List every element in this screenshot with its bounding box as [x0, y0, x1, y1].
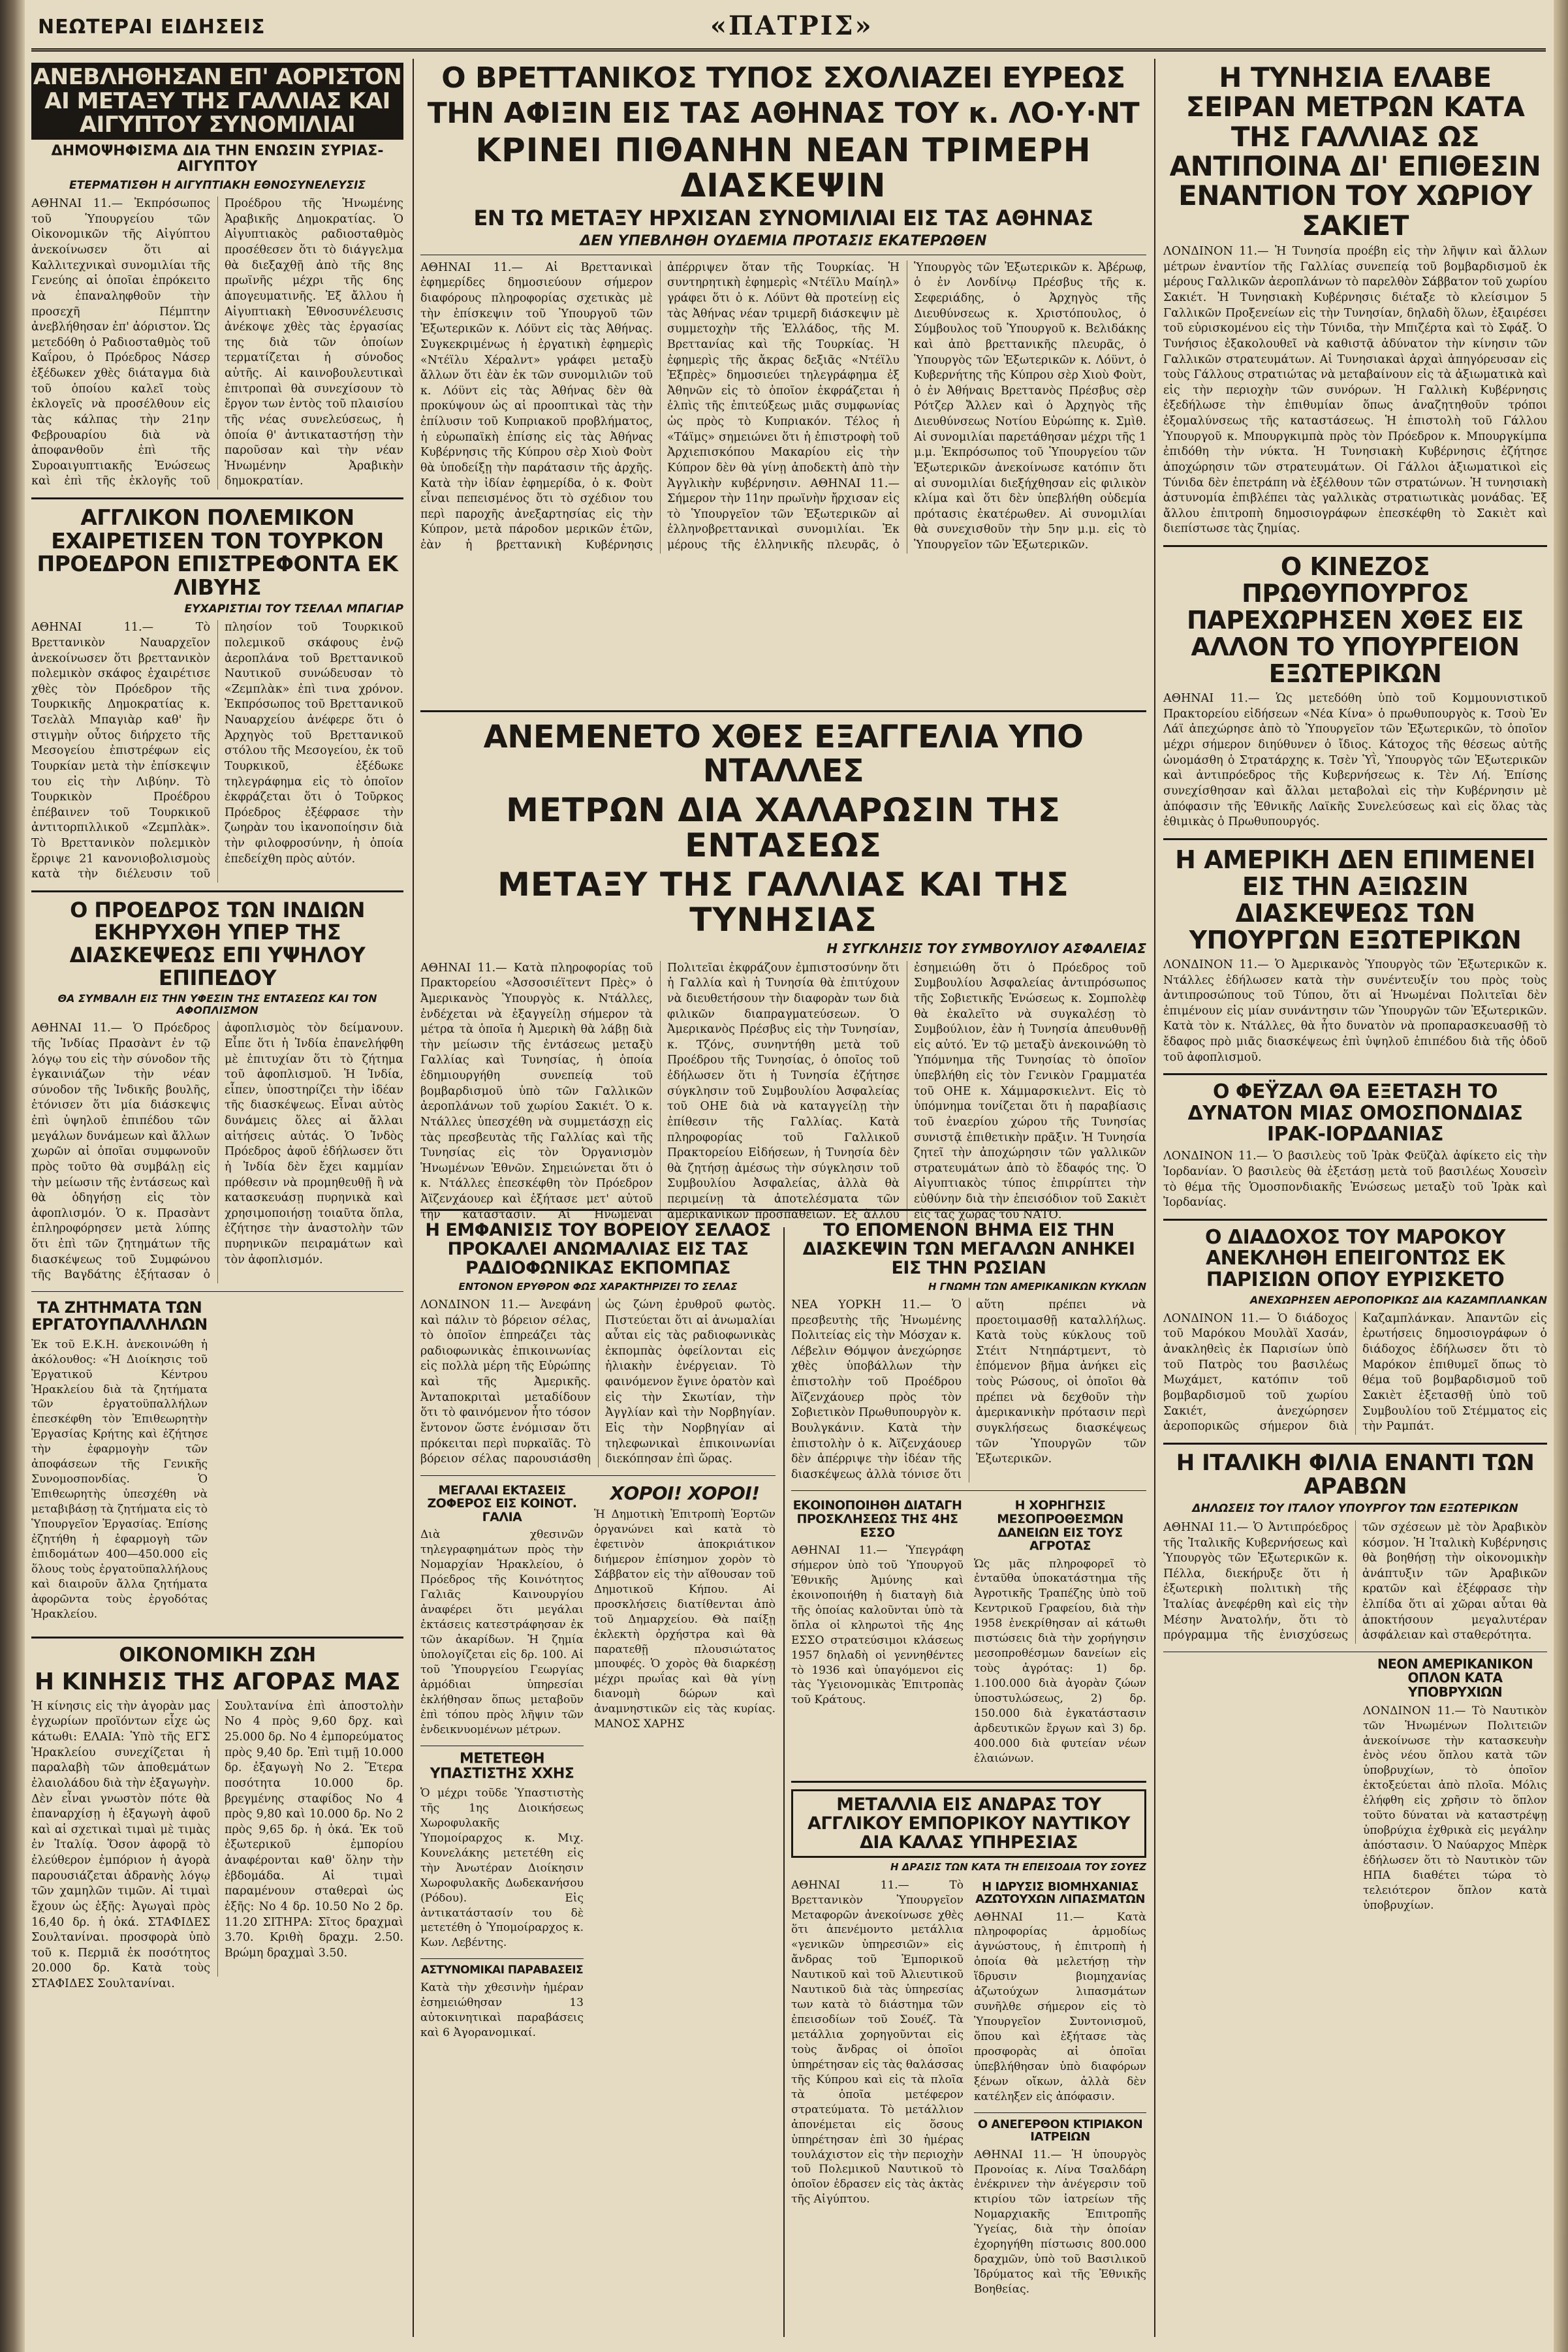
- short-news-row: [420, 1481, 776, 2048]
- headline: Η ΚΙΝΗΣΙΣ ΤΗΣ ΑΓΟΡΑΣ ΜΑΣ: [34, 1668, 401, 1695]
- subhead: ΔΗΛΩΣΕΙΣ ΤΟΥ ΙΤΑΛΟΥ ΥΠΟΥΡΓΟΥ ΤΩΝ ΕΞΩΤΕΡΙΚΩΝ: [1192, 1502, 1518, 1516]
- article-body: ΛΟΝΔΙΝΟΝ 11.— Ἡ Τυνησία προέβη εἰς τὴν λῆψιν καὶ ἄλλων μέτρων ἐναντίον τῆς Γαλλίας συνεπείᾳ τοῦ βομβαρδισμοῦ ἐκ μέρους Γαλλικῶν ἀεροπλάνων τὸ παρελθὸν Σάββατον τοῦ χωρίου Σακιέτ. Ἡ Τυνησιακὴ Κυβέρνησις διέταξε τὸ κλείσιμον 5 Γαλλικῶν Προξενείων εἰς τὴν Τυνησίαν, δηλαδὴ ὅλων, ἐξαιρέσει τοῦ εὑρισκομένου εἰς τὴν Τύνιδα, τὴν Μπιζέρτα καὶ τὸ Σφάξ. Ὁ Τυνήσιος ἐξακολουθεῖ νὰ καθιστᾷ ἀδύνατον τὴν κίνησιν τῶν Γαλλικῶν στρατευμάτων. Αἱ Τυνησιακαὶ ἀρχαὶ ἀπηγόρευσαν εἰς τοὺς Γάλλους στρατιώτας νὰ μεταβαίνουν εἰς τὰ ἀξιωματικὰ καὶ εἰς τὴν περιοχὴν τῶν συνόρων. Ἡ Γαλλικὴ Κυβέρνησις ἐξεδήλωσε τὴν ἐπιθυμίαν ὅπως ἀναζητηθοῦν τρόποι ἐξομαλύνσεως τῆς καταστάσεως. Ἡ ἐπιστολὴ τοῦ Γάλλου Ὑπουργοῦ κ. Μπουργκιμπὰ πρὸς τὸν Πρόεδρον κ. Μπουργκίμπα ἐπιδόθη τὴν νύκτα. Ἡ Τυνησιακὴ Κυβέρνησις ἐζήτησε ἀποχώρησιν τῶν στρατευμάτων. Οἱ Γάλλοι ἀξιωματικοὶ εἰς Τύνιδα δὲν ἐπετράπη νὰ ἐξέλθουν τῶν στρατώνων. Ἡ τυνησιακὴ ἀστυνομία ἐπιβλέπει τὰς γαλλικὰς στρατιωτικὰς μονάδας. Ἐξ ἄλλου ἐπιτροπὴ δημοσιογράφων ἐπεσκέφθη τὸ Σακιὲτ καὶ διεπίστωσε τὰς ζημίας.: [1163, 245, 1548, 536]
- section-banner: ΟΙΚΟΝΟΜΙΚΗ ΖΩΗ: [119, 1643, 316, 1667]
- subhead: ΔΕΝ ΥΠΕΒΛΗΘΗ ΟΥΔΕΜΙΑ ΠΡΟΤΑΣΙΣ ΕΚΑΤΕΡΩΘΕΝ: [580, 232, 987, 249]
- article-iatreia: [974, 2118, 1146, 2297]
- article-body: ΛΟΝΔΙΝΟΝ 11.— Ὁ διάδοχος τοῦ Μαρόκου Μουλὰϊ Χασάν, ἀνακληθεὶς ἐκ Παρισίων ὑπὸ τοῦ Πατρὸς του βασιλέως Μωχάμετ, κατόπιν τοῦ βομβαρδισμοῦ τοῦ χωρίου Σακιέτ, ἀνεχώρησεν ἀεροπορικῶς σήμερον διὰ Καζαμπλάνκαν. Ἀπαντῶν εἰς ἐρωτήσεις δημοσιογράφων ὁ διάδοχος ἐδήλωσεν ὅτι τὸ Μαρόκον ἐπιθυμεῖ ὅπως τὸ θέμα τοῦ βομβαρδισμοῦ τοῦ Σακιὲτ ἐξετασθῇ ὑπὸ τοῦ Συμβουλίου τοῦ Στέμματος εἰς τὴν Ραμπάτ.: [1163, 1311, 1547, 1434]
- headline: ΑΣΤΥΝΟΜΙΚΑΙ ΠΑΡΑΒΑΣΕΙΣ: [420, 1964, 584, 1977]
- column-left: [31, 60, 403, 2338]
- divider: [791, 1781, 1146, 1783]
- article-body: ΑΘΗΝΑΙ 11.— Ἡ ὑπουργὸς Προνοίας κ. Λίνα Τσαλδάρη ἐνέκρινεν τὴν ἀνέγερσιν τοῦ κτιρίου τῶν ἰατρείων τῆς Νομαρχιακῆς Ἐπιτροπῆς Ὑγείας, διὰ τὴν ὁποίαν ἐχορηγήθη πίστωσις 800.000 δραχμῶν, ὑπὸ τοῦ Βασιλικοῦ Ἰδρύματος καὶ τῆς Ἐθνικῆς Βοηθείας.: [974, 2148, 1146, 2296]
- column-center-left: [420, 1218, 776, 2337]
- divider: [791, 1490, 1146, 1491]
- divider: [420, 710, 1146, 712]
- lead-story: [420, 60, 1146, 621]
- section-label: ΝΕΩΤΕΡΑΙ ΕΙΔΗΣΕΙΣ: [38, 16, 266, 39]
- headline: Ο ΠΡΟΕΔΡΟΣ ΤΩΝ ΙΝΔΙΩΝ ΕΚΗΡΥΧΘΗ ΥΠΕΡ ΤΗΣ ΔΙΑΣΚΕΨΕΩΣ ΕΠΙ ΥΨΗΛΟΥ ΕΠΙΠΕΔΟΥ: [69, 897, 366, 990]
- headline: Ο ΦΕΫΖΑΛ ΘΑ ΕΞΕΤΑΣΗ ΤΟ ΔΥΝΑΤΟΝ ΜΙΑΣ ΟΜΟΣΠΟΝΔΙΑΣ ΙΡΑΚ-ΙΟΡΔΑΝΙΑΣ: [1187, 1080, 1523, 1146]
- headline: Η ΙΔΡΥΣΙΣ ΒΙΟΜΗΧΑΝΙΑΣ ΑΖΩΤΟΥΧΩΝ ΛΙΠΑΣΜΑΤΩΝ: [975, 1879, 1145, 1907]
- divider: [420, 1958, 584, 1959]
- article-body: ΑΘΗΝΑΙ 11.— Αἱ Βρεττανικαὶ ἐφημερίδες δημοσιεύουν σήμερον διαφόρους πληροφορίας σχετικὰς μὲ τὴν ἐπίσκεψιν τοῦ Ὑπουργοῦ τῶν Ἐξωτερικῶν κ. Λόϋντ εἰς τὰς Ἀθήνας. Συγκεκριμένως ἡ ἐργατικὴ ἐφημερὶς «Ντέϊλυ Χέραλντ» γράφει μεταξὺ ἄλλων ὅτι ἐὰν ἐκ τῶν συνομιλιῶν τοῦ κ. Λόϋντ εἰς τὰς Ἀθήνας δὲν θὰ προκύψουν ὡς αἱ προοπτικαὶ τὰς τὴν ἐπίλυσιν τοῦ Κυπριακοῦ προβλήματος, ἡ εὐρωπαϊκὴ ἐπίσης εἰς τὰς Ἀθήνας Κυβέρνησις τῆς Κύπρου σὲρ Χιοὺ Φοὺτ θὰ ὑποδείξῃ τὴν παράτασιν τῆς ἀρχῆς. Κατὰ τὴν ἰδίαν ἐφημερίδα, ὁ κ. Φοὺτ εἶναι πεπεισμένος ὅτι τὸ σχέδιον του περὶ παροχῆς ἀνεξαρτησίας εἰς τὴν Κύπρον, μετὰ πάροδον μερικῶν ἐτῶν, ἐὰν ἡ βρεττανικὴ Κυβέρνησις ἀπέρριψεν ὅταν τῆς Τουρκίας. Ἡ συντηρητικὴ ἐφημερὶς «Ντέϊλυ Μαίηλ» γράφει ὅτι ὁ κ. Λόϋντ θὰ προτείνῃ εἰς τὰς Ἀθήνας νέαν τριμερῆ διάσκεψιν μὲ συμμετοχὴν τῆς Ἑλλάδος, τῆς Μ. Βρεττανίας καὶ τῆς Τουρκίας. Ἡ ἐφημερὶς τῆς ἄκρας δεξιᾶς «Ντέϊλυ Ἐξπρὲς» δημοσιεύει τηλεγράφημα ἐξ Ἀθηνῶν εἰς τὸ ὁποῖον ἐκφράζεται ἡ ἐλπὶς τῆς ἐπιτεύξεως μιᾶς συμφωνίας ὡς πρὸς τὸ Κυπριακόν. Τέλος ἡ «Τάϊμς» σημειώνει ὅτι ἡ ἐπιστροφὴ τοῦ Ἀρχιεπισκόπου Μακαρίου εἰς τὴν Κύπρον δὲν θὰ γίνῃ ἀποδεκτὴ ἀπὸ τὴν Ἀγγλικὴν κυβέρνησιν. ΑΘΗΝΑΙ 11.— Σήμερον τὴν 11ην πρωϊνὴν ἤρχισαν εἰς τὸ Ὑπουργεῖον τῶν Ἐξωτερικῶν αἱ ἐλληνοβρεττανικαὶ συνομιλίαι. Ἐκ μέρους τῆς ἑλληνικῆς πλευρᾶς, ὁ Ὑπουργὸς τῶν Ἐξωτερικῶν κ. Ἀβέρωφ, ὁ ἐν Λονδίνῳ Πρέσβυς τῆς κ. Σεφεριάδης, ὁ Ἀρχηγὸς τῆς Διευθύνσεως κ. Χριστόπουλος, ὁ Σύμβουλος τοῦ Ὑπουργοῦ κ. Βελιδάκης καὶ ἀπὸ βρεττανικῆς πλευρᾶς, ὁ Ὑπουργὸς τῶν Ἐξωτερικῶν κ. Λόϋντ, ὁ Κυβερνήτης τῆς Κύπρου σὲρ Χιοὺ Φοὺτ, ὁ ἐν Ἀθήναις Βρεττανὸς Πρέσβυς σὲρ Ρότζερ Ἄλλεν καὶ ὁ Ἀρχηγὸς τῆς Διευθύνσεως Νοτίου Εὐρώπης κ. Σμὶθ. Αἱ συνομιλίαι παρετάθησαν μέχρι τῆς 1 μ.μ. Ἐκπρόσωπος τοῦ Ὑπουργείου τῶν Ἐξωτερικῶν ἀνεκοίνωσε κατόπιν ὅτι αἱ συνομιλίαι διεξήχθησαν εἰς φιλικὸν κλίμα καὶ ὅτι δὲν ὑπεβλήθη οὐδεμία πρότασις ἐκατέρωθεν. Αἱ συνομιλίαι θὰ συνεχισθοῦν τὴν 5ην μ.μ. εἰς τὸ Ὑπουργεῖον τῶν Ἐξωτερικῶν.: [420, 260, 1146, 552]
- headline: Η ΧΟΡΗΓΗΣΙΣ ΜΕΣΟΠΡΟΘΕΣΜΩΝ ΔΑΝΕΙΩΝ ΕΙΣ ΤΟΥΣ ΑΓΡΟΤΑΣ: [997, 1498, 1123, 1554]
- article-boreio-selas: [420, 1221, 776, 1467]
- article-body: ΑΘΗΝΑΙ 11.— Κατὰ πληροφορίας ἁρμοδίως ἀγνώστους, ἡ ἐπιτροπὴ ἡ ὁποία θὰ μελετήσῃ τὴν ἵδρυσιν βιομηχανίας ἀζωτούχων λιπασμάτων συνῆλθε σήμερον εἰς τὸ Ὑπουργεῖον Συντονισμοῦ, ὅπου καὶ ἐξήτασε τὰς προσφορὰς αἱ ὁποῖαι ὑπεβλήθησαν ὑπὸ διαφόρων ξένων οἴκων, ἀλλὰ δὲν κατέληξεν εἰς ἀπόφασιν.: [974, 1910, 1146, 2103]
- headline: Ο ΒΡΕΤΤΑΝΙΚΟΣ ΤΥΠΟΣ ΣΧΟΛΙΑΖΕΙ ΕΥΡΕΩΣ: [441, 61, 1125, 95]
- article-body: ΑΘΗΝΑΙ 11.— Κατὰ πληροφορίας τοῦ Πρακτορείου «Ἀσσοσιέϊτεντ Πρὲς» ὁ Ἀμερικανὸς Ὑπουργὸς κ. Ντάλλες, ἐνδέχεται νὰ ἐξαγγείλῃ σήμερον τὰ μέτρα τὰ ὁποῖα ἡ Ἀμερικὴ θὰ λάβῃ διὰ τὴν μείωσιν τῆς ἐντάσεως μεταξὺ Γαλλίας καὶ Τυνησίας, ἡ ὁποία ἐδημιουργήθη συνεπείᾳ τοῦ βομβαρδισμοῦ ὑπὸ τῶν Γαλλικῶν ἀεροπλάνων τοῦ χωρίου Σακιέτ. Ὁ κ. Ντάλλες ὑπεσχέθη νὰ συμμετάσχῃ εἰς τὰς πρεσβευτὰς τῆς Γαλλίας καὶ τῆς Τυνησίας εἰς τὸν Ὀργανισμὸν Ἡνωμένων Ἐθνῶν. Σημειώνεται ὅτι ὁ κ. Ντάλλες ἐπεσκέφθη τὸν Πρόεδρον Ἀϊζενχάουερ καὶ ἐξήτασε μετ' αὐτοῦ τὴν κατάστασιν. Αἱ Ἡνωμέναι Πολιτεῖαι ἐκφράζουν ἐμπιστοσύνην ὅτι ἡ Γαλλία καὶ ἡ Τυνησία θὰ ἐπιτύχουν νὰ διευθετήσουν τὴν διαφορὰν των διὰ φιλικῶν διαπραγματεύσεων. Ὁ Ἀμερικανὸς Πρέσβυς εἰς τὴν Τυνησίαν, κ. Τζόνς, συνηντήθη μετὰ τοῦ Προέδρου τῆς Τυνησίας, ὁ ὁποῖος τοῦ ἐδήλωσεν ὅτι ἡ Τυνησία ἐζήτησε σύγκλησιν τοῦ Συμβουλίου Ἀσφαλείας τοῦ ΟΗΕ διὰ νὰ καταγγείλῃ τὴν ἐπίθεσιν τῆς Γαλλίας. Κατὰ πληροφορίας τοῦ Γαλλικοῦ Πρακτορείου Εἰδήσεων, ἡ Τυνησία δὲν θὰ ζητήσῃ ἀμέσως τὴν σύγκλησιν τοῦ Συμβουλίου Ἀσφαλείας, ἀλλὰ θὰ περιμείνῃ τὰ ἀποτελέσματα τῶν ἀμερικανικῶν προσπαθειῶν. Ἐξ ἄλλου ἐσημειώθη ὅτι ὁ Πρόεδρος τοῦ Συμβουλίου Ἀσφαλείας ἀντιπρόσωπος τῆς Σοβιετικῆς Ἑνώσεως κ. Σομπολὲφ θὰ ἐκαλεῖτο νὰ συγκαλέσῃ τὸ Συμβούλιον, ἐὰν ἡ Τυνησία ἀπευθυνθῇ εἰς αὐτό. Ἐν τῷ μεταξὺ ἀνεκοινώθη τὸ Ὑπόμνημα τῆς Τυνησίας τὸ ὁποῖον ὑπεβλήθη εἰς τὸν Γενικὸν Γραμματέα τοῦ ΟΗΕ κ. Χάμμαρσκιελντ. Εἰς τὸ ὑπόμνημα τονίζεται ὅτι ἡ παραβίασις τοῦ ἐναερίου χώρου τῆς Τυνησίας συνιστᾷ ἐπιθετικὴν πρᾶξιν. Ἡ Τυνησία ζητεῖ τὴν ἀποχώρησιν τῶν γαλλικῶν στρατευμάτων ἀπὸ τὸ ἔδαφός της. Ὁ Αἰγυπτιακὸς τύπος ἐπιρρίπτει τὴν εὐθύνην διὰ τὴν ἐπεισόδιον τοῦ Σακιὲτ εἰς τὰς χώρας τοῦ ΝΑΤΟ.: [420, 961, 1146, 1221]
- subhead: Η ΓΝΩΜΗ ΤΩΝ ΑΜΕΡΙΚΑΝΙΚΩΝ ΚΥΚΛΩΝ: [928, 1281, 1146, 1293]
- article-body: Ἡ κίνησις εἰς τὴν ἀγορὰν μας ἐγχωρίων προϊόντων εἶχε ὡς κάτωθι: ΕΛΑΙΑ: Ὑπὸ τῆς ΕΓΣ Ἡρακλείου συνεχίζεται ἡ παραλαβὴ τῶν ἀποθεμάτων ἐλαιολάδου διὰ τὴν ἐξαγωγὴν. Δὲν εἶναι γνωστὸν πότε θὰ ἐπαναρχίσῃ ἡ ἐξαγωγὴ ἀφοῦ καὶ αἱ σχετικαὶ τιμαὶ μὲ τιμὰς ἐν Ἰταλίᾳ. Ὅσον ἀφορᾷ τὸ ἐλεύθερον ἐμπόριον ἡ ἀγορὰ παρουσιάζεται ἀδρανὴς λόγῳ τῶν χαμηλῶν τιμῶν. Αἱ τιμαὶ ἔχουν ὡς ἑξῆς: Ἀγωγαὶ πρὸς 16,40 δρ. ἡ ὀκά. ΣΤΑΦΙΔΕΣ Σουλτανίναι. προσφορὰ ὑπὸ τοῦ κ. Περμιᾶ ἐκ ποσότητος 20.000 δρ. Κατὰ τοὺς Σουλτανίνα ἐπὶ ἀποστολὴν Νο 4 πρὸς 9,60 δρχ. καὶ 25.000 δρ. Νο 4 ἐμπορεύματος πρὸς 9,40 δρ. Ἐπὶ τιμῇ 10.000 δρ. ἐξαγωγὴ Νο 2. Ἕτερα ποσότητα 10.000 δρ. βρεγμένης σταφίδος Νο 4 πρὸς 9,80 καὶ 10.000 δρ. Νο 2 πρὸς 9,65 δρ. ἡ ὀκά. Ἐκ τοῦ ἐξωτερικοῦ ἐμπορίου ἀναφέρονται καθ' ὅλην τὴν ἑβδομάδα. Αἱ τιμαὶ παραμένουν σταθεραὶ ὡς ἑξῆς: Νο 4 δρ. 10.50 Νο 2 δρ. 11.20 ΣΙΤΗΡΑ: Σῖτος δραχμαὶ 3.70. Κριθὴ δραχμ. 2.50. Βρώμη δραχμαὶ 3.50.: [31, 1699, 403, 1975]
- divider: [31, 890, 403, 892]
- subhead: ΘΑ ΣΥΜΒΑΛΗ ΕΙΣ ΤΗΝ ΥΦΕΣΙΝ ΤΗΣ ΕΝΤΑΣΕΩΣ ΚΑΙ ΤΟΝ ΑΦΟΠΛΙΣΜΟΝ: [57, 992, 377, 1016]
- divider: [1163, 1219, 1547, 1221]
- article-feyzal: [1163, 1082, 1547, 1211]
- headline: Η ΙΤΑΛΙΚΗ ΦΙΛΙΑ ΕΝΑΝΤΙ ΤΩΝ ΑΡΑΒΩΝ: [1176, 1449, 1535, 1500]
- article-footer: ΣΤΑΦΙΔΕΣ Σουλτανίναι.: [31, 1977, 175, 1991]
- dulles-story: [420, 718, 1146, 1221]
- divider: [1163, 838, 1547, 840]
- article-body: ΑΘΗΝΑΙ 11.— Τὸ Βρεττανικὸν Ναυαρχεῖον ἀνεκοίνωσεν ὅτι βρεττανικὸν πολεμικὸν σκάφος ἐχαιρέτισε χθὲς τὸν Πρόεδρον τῆς Τουρκικῆς Δημοκρατίας κ. Τσελὰλ Μπαγιὰρ καθ' ἣν στιγμὴν οὗτος διήρχετο τῆς Μεσογείου ἐπιστρέφων εἰς Τουρκίαν μετὰ τὴν ἐπίσκεψιν του εἰς τὴν Λιβύην. Τὸ Τουρκικὸν Προέδρου ἐπέβαινεν τοῦ Τουρκικοῦ ἀντιτορπιλλικοῦ «Ζεμπλὰκ». Τὸ Βρεττανικὸν πολεμικὸν ἔρριψε 21 κανονιοβολισμοὺς κατὰ τὴν διέλευσιν τοῦ πλησίον τοῦ Τουρκικοῦ πολεμικοῦ σκάφους ἐνῷ ἀεροπλάνα τοῦ Βρεττανικοῦ Ναυτικοῦ συνώδευσαν τὸ «Ζεμπλὰκ» ἐπὶ τινα χρόνον. Ἐκπρόσωπος τοῦ Βρεττανικοῦ Ναυαρχείου ἀνέφερε ὅτι ὁ Ἀρχηγὸς τοῦ Βρεττανικοῦ στόλου τῆς Μεσογείου, ἐκ τοῦ Τουρκικοῦ, ἐξέδωκε τηλεγράφημα εἰς τὸ ὁποῖον ἐκφράζεται ὅτι ὁ Τοῦρκος Πρόεδρος ἐξέφρασε τὴν ζωηρὰν του ἱκανοποίησιν διὰ τὴν φιλοφροσύνην, ἡ ὁποία ἐπεδείχθη πρὸς αὐτόν.: [31, 621, 403, 881]
- divider: [31, 497, 403, 499]
- subhead: ΑΝΕΧΩΡΗΣΕΝ ΑΕΡΟΠΟΡΙΚΩΣ ΔΙΑ ΚΑΖΑΜΠΛΑΝΚΑΝ: [1249, 1294, 1547, 1307]
- short-news-stack: [420, 1481, 584, 2048]
- article-xorigisis-daneion: [974, 1499, 1146, 1766]
- article-italiki-filia: [1163, 1451, 1547, 1644]
- subhead: Η ΣΥΓΚΛΗΣΙΣ ΤΟΥ ΣΥΜΒΟΥΛΙΟΥ ΑΣΦΑΛΕΙΑΣ: [826, 940, 1146, 956]
- headline: ΤΗΝ ΑΦΙΞΙΝ ΕΙΣ ΤΑΣ ΑΘΗΝΑΣ ΤΟΥ κ. ΛΟ·Υ·ΝΤ: [427, 96, 1140, 130]
- two-column-row: [791, 1496, 1146, 1774]
- article-astynomikai: [420, 1964, 584, 2040]
- column-center-right: [791, 1218, 1146, 2337]
- article-metetethi: [420, 1751, 584, 1951]
- article-body: ΛΟΝΔΙΝΟΝ 11.— Ὁ βασιλεὺς τοῦ Ἰρὰκ Φεϋζὰλ ἀφίκετο εἰς τὴν Ἰορδανίαν. Ὁ βασιλεὺς θὰ ἐξετάσῃ μετὰ τοῦ βασιλέως Χουσεὶν τὸ θέμα τῆς Ὁμοσπονδιακῆς Ἑνώσεως μεταξὺ τοῦ Ἰρὰκ καὶ Ἰορδανίας.: [1163, 1150, 1547, 1210]
- column-rule: [1154, 59, 1155, 2337]
- column-rule: [783, 1227, 785, 2337]
- divider: [420, 1209, 1146, 1211]
- divider: [31, 1291, 403, 1292]
- article-kinisis-agoras: [31, 1645, 403, 1992]
- divider: [1163, 1443, 1547, 1445]
- headline: ΜΕΤΡΩΝ ΔΙΑ ΧΑΛΑΡΩΣΙΝ ΤΗΣ ΕΝΤΑΣΕΩΣ: [506, 791, 1061, 864]
- article-body: ΛΟΝΔΙΝΟΝ 11.— Ἀνεφάνη καὶ πάλιν τὸ βόρειον σέλας, τὸ ὁποῖον ἐπηρεάζει τὰς ραδιοφωνικὰς ἐπικοινωνίας εἰς πολλὰ μέρη τῆς Εὐρώπης καὶ τῆς Ἀμερικῆς. Ἀνταποκριταὶ μεταδίδουν ὅτι τὸ φαινόμενον ἦτο τόσον ἔντονον ὥστε ἐνόμισαν ὅτι πρόκειται περὶ πυρκαϊᾶς. Τὸ βόρειον σέλας παρουσιάσθη ὡς ζώνη ἐρυθροῦ φωτὸς. Πιστεύεται ὅτι αἱ ἀνωμαλίαι αὗται εἰς τὰς ραδιοφωνικὰς ἐκπομπὰς ὀφείλονται εἰς ἡλιακὴν ἐνέργειαν. Τὸ φαινόμενον ἔγινε ὁρατὸν καὶ εἰς τὴν Σκωτίαν, τὴν Ἀγγλίαν καὶ τὴν Νορβηγίαν. Εἰς τὴν Νορβηγίαν αἱ τηλεφωνικαὶ ἐπικοινωνίαι διεκόπησαν ἐπὶ ὥρας.: [420, 1298, 776, 1466]
- article-essso: [791, 1499, 964, 1708]
- headline: ΑΝΕΒΛΗΘΗΣΑΝ ΕΠ' ΑΟΡΙΣΤΟΝ ΑΙ ΜΕΤΑΞΥ ΤΗΣ ΓΑΛΛΙΑΣ ΚΑΙ ΑΙΓΥΠΤΟΥ ΣΥΝΟΜΙΛΙΑΙ: [31, 63, 403, 140]
- stack-left: [791, 1496, 964, 1774]
- divider: [1163, 545, 1547, 547]
- article-body: ΑΘΗΝΑΙ 11.— Ἐκπρόσωπος τοῦ Ὑπουργείου τῶν Οἰκονομικῶν τῆς Αἰγύπτου ἀνεκοίνωσεν ὅτι αἱ Καλλιτεχνικαὶ συνομιλίαι τῆς Γενεύης αἱ ὁποῖαι ἐπρόκειτο νὰ ἐπαναληφθοῦν τὴν προσεχῆ Πέμπτην ἀνεβλήθησαν ἐπ' ἀόριστον. Ὡς μετεδόθη ὁ Ραδιοσταθμὸς τοῦ Καΐρου, ὁ Πρόεδρος Νάσερ ἐξέδωκεν χθὲς διάταγμα διὰ τοῦ ὁποίου καλεῖ τοὺς ἐκλογεῖς νὰ προσέλθουν εἰς τὰς κάλπας τὴν 21ην Φεβρουαρίου διὰ νὰ ἀποφανθοῦν ἐπὶ τῆς Συροαιγυπτιακῆς Ἑνώσεως καὶ ἐπὶ τῆς ἐκλογῆς τοῦ Προέδρου τῆς Ἡνωμένης Ἀραβικῆς Δημοκρατίας. Ὁ Αἰγυπτιακὸς ραδιοσταθμὸς προσέθεσεν ὅτι τὸ διάγγελμα θὰ διεξαχθῇ ἀπὸ τῆς 8ης πρωϊνῆς μέχρι τῆς 6ης ἀπογευματινῆς. Ἐξ ἄλλου ἡ Αἰγυπτιακὴ Ἐθνοσυνέλευσις ἀνέκοψε χθὲς τὰς ἐργασίας της διὰ τῶν ὁποίων τερματίζεται ἡ σύνοδος αὐτῆς. Αἱ καινοβουλευτικαὶ ἐπιτροπαὶ θὰ συνεχίσουν τὸ ἔργον των ἐντὸς τοῦ πλαισίου τῆς νέας συνελεύσεως, ἡ ὁποία θ' ἀντικαταστήσῃ τὴν παροῦσαν καὶ τὴν νέαν Ἡνωμένην Ἀραβικὴν δημοκρατίαν.: [31, 197, 403, 488]
- subhead: Η ΔΡΑΣΙΣ ΤΩΝ ΚΑΤΑ ΤΗ ΕΠΕΙΣΟΔΙΑ ΤΟΥ ΣΟΥΕΖ: [890, 1861, 1146, 1874]
- headline: ΜΕΤΑΛΛΙΑ ΕΙΣ ΑΝΔΡΑΣ ΤΟΥ ΑΓΓΛΙΚΟΥ ΕΜΠΟΡΙΚΟΥ ΝΑΥΤΙΚΟΥ ΔΙΑ ΚΑΛΑΣ ΥΠΗΡΕΣΙΑΣ: [791, 1789, 1146, 1858]
- article-body: Διὰ χθεσινῶν τηλεγραφημάτων πρὸς τὴν Νομαρχίαν Ἡρακλείου, ὁ Πρόεδρος τῆς Κοινότητος Γαλιᾶς Καινουργίου ἀναφέρει ὅτι μεγάλαι ἐκτάσεις κατεστράφησαν ἐκ τῶν ἀκαρίδων. Ἡ ζημία ὑπολογίζεται εἰς δρ. 100. Αἱ τοῦ Ὑπουργείου Γεωργίας ἀρμόδιαι ὑπηρεσίαι ἐκλήθησαν ὅπως μεταβοῦν ἐπὶ τόπου πρὸς λῆψιν τῶν ἐνδεικνυομένων μέτρων.: [420, 1528, 584, 1736]
- headline: Ο ΑΝΕΓΕΡΘΟΝ ΚΤΙΡΙΑΚΟΝ ΙΑΤΡΕΙΩΝ: [977, 2117, 1143, 2144]
- headline: ΑΝΕΜΕΝΕΤΟ ΧΘΕΣ ΕΞΑΓΓΕΛΙΑ ΥΠΟ ΝΤΑΛΛΕΣ: [483, 719, 1084, 789]
- headline: ΜΕΤΑΞΥ ΤΗΣ ΓΑΛΛΙΑΣ ΚΑΙ ΤΗΣ ΤΥΝΗΣΙΑΣ: [497, 865, 1069, 939]
- article-aggliko-polemiko: [31, 506, 403, 883]
- headline: ΚΡΙΝΕΙ ΠΙΘΑΝΗΝ ΝΕΑΝ ΤΡΙΜΕΡΗ ΔΙΑΣΚΕΨΙΝ: [475, 131, 1091, 205]
- article-gallia-aigyptos: [31, 63, 403, 490]
- subhead: ΕΤΕΡΜΑΤΙΣΘΗ Η ΑΙΓΥΠΤΙΑΚΗ ΕΘΝΟΣΥΝΕΛΕΥΣΙΣ: [69, 178, 366, 192]
- article-body: ΛΟΝΔΙΝΟΝ 11.— Τὸ Ναυτικὸν τῶν Ἡνωμένων Πολιτειῶν ἀνεκοίνωσε τὴν κατασκευὴν ἑνὸς νέου ὅπλου κατὰ τῶν ὑποβρυχίων, τὸ ὁποῖον ἐκτοξεύεται ἀπὸ πλοῖα. Μόλις ἐλήφθη εἰς χρῆσιν τὸ ὅπλον τοῦτο δύναται νὰ καταστρέψῃ ὑποβρύχια ἐχθρικὰ εἰς μεγάλην ἀπόστασιν. Ὁ Ναύαρχος Μπὲρκ ἐδήλωσεν ὅτι τὸ Ναυτικὸν τῶν ΗΠΑ διαθέτει τώρα τὸ τελειότερον ὅπλον κατὰ ὑποβρυχίων.: [1363, 1704, 1547, 1912]
- page-gutter: [0, 0, 25, 2352]
- stack-right: [974, 1496, 1146, 1774]
- metallia-row: [791, 1878, 1146, 2305]
- headline: Ο ΚΙΝΕΖΟΣ ΠΡΩΘΥΠΟΥΡΓΟΣ ΠΑΡΕΧΩΡΗΣΕΝ ΧΘΕΣ ΕΙΣ ΑΛΛΟΝ ΤΟ ΥΠΟΥΡΓΕΙΟΝ ΕΞΩΤΕΡΙΚΩΝ: [1186, 552, 1524, 689]
- headline: Η ΑΜΕΡΙΚΗ ΔΕΝ ΕΠΙΜΕΝΕΙ ΕΙΣ ΤΗΝ ΑΞΙΩΣΙΝ ΔΙΑΣΚΕΨΕΩΣ ΤΩΝ ΥΠΟΥΡΓΩΝ ΕΞΩΤΕΡΙΚΩΝ: [1175, 845, 1535, 954]
- headline: ΜΕΓΑΛΑΙ ΕΚΤΑΣΕΙΣ ΖΟΦΕΡΟΣ ΕΙΣ ΚΟΙΝΟΤ. ΓΑΛΙΑ: [427, 1482, 577, 1524]
- column-rule: [413, 59, 414, 2337]
- article-body: Κατὰ τὴν χθεσινὴν ἡμέραν ἐσημειώθησαν 13 αὐτοκινητικαὶ παραβάσεις καὶ 6 Ἀγορανομικαί.: [420, 1981, 584, 2039]
- stack-right-lower: [974, 1878, 1146, 2305]
- article-body: ΑΘΗΝΑΙ 11.— Ὁ Πρόεδρος τῆς Ἰνδίας Πρασὰντ ἐν τῷ λόγῳ του εἰς τὴν σύνοδον τῆς ἐγκαινιάζων τὴν νέαν σύνοδον τῆς Ἰνδικῆς βουλῆς, ἐτόνισεν ὅτι μία διάσκεψις ἐπὶ ὑψηλοῦ ἐπιπέδου τῶν μεγάλων δυνάμεων καὶ ἄλλων χωρῶν αἱ ὁποῖαι συμφωνοῦν πρὸς τοῦτο θὰ συμβάλῃ εἰς τὴν μείωσιν τῆς ἐντάσεως καὶ θὰ ὁδηγήσῃ εἰς τὸν ἀφοπλισμόν. Ὁ κ. Πρασὰντ ἐπληροφόρησεν μετὰ λύπης ὅτι ἐπὶ τῶν ζητημάτων τῆς διασκέψεως τοῦ Συμφώνου τῆς Βαγδάτης ἐξήτασαν ὁ ἀφοπλισμὸς τὸν δείμανουν. Εἶπε ὅτι ἡ Ἰνδία ἐπανελήφθη μὲ ἐπιτυχίαν ὅτι τὸ ζήτημα τοῦ ἀφοπλισμοῦ. Ἡ Ἰνδία, εἶπεν, ὑποστηρίζει τὴν ἰδέαν τῆς διασκέψεως. Εἶναι αὐτὸς δυνάμεις ὅλες αἱ ἄλλαι αἰτήσεις αὐτάς. Ὁ Ἰνδὸς Πρόεδρος ἀφοῦ ἐδήλωσεν ὅτι ἡ Ἰνδία δὲν ἔχει καμμίαν πρόθεσιν νὰ προμηθευθῇ ἢ νὰ κατασκευάσῃ πυρηνικὰ καὶ χρησιμοποιήσῃ τοιαῦτα ὅπλα, ἐζήτησε τὴν ἀναστολὴν τῶν πυρηνικῶν πειραμάτων καὶ τὸν ἀφοπλισμόν.: [31, 1022, 403, 1282]
- article-body: ΑΘΗΝΑΙ 11.— Ὑπεγράφη σήμερον ὑπὸ τοῦ Ὑπουργοῦ Ἐθνικῆς Ἀμύνης καὶ ἐκοινοποιήθη ἡ διαταγὴ διὰ τῆς ὁποίας καλοῦνται ὑπὸ τὰ ὅπλα οἱ κληρωτοὶ τῆς 4ης ΕΣΣΟ στρατεύσιμοι κλάσεως 1957 δηλαδὴ οἱ γεννηθέντες τὸ 1936 καὶ ὑπαγόμενοι εἰς τὰς Ὑγειονομικὰς Ἐπιτροπὰς τοῦ Κράτους.: [791, 1544, 964, 1707]
- subhead: ΔΗΜΟΨΗΦΙΣΜΑ ΔΙΑ ΤΗΝ ΕΝΩΣΙΝ ΣΥΡΙΑΣ-ΑΙΓΥΠΤΟΥ: [51, 143, 384, 176]
- article-body: Ὡς μᾶς πληροφορεῖ τὸ ἐνταῦθα ὑποκατάστημα τῆς Ἀγροτικῆς Τραπέζης ὑπὸ τοῦ Κεντρικοῦ Γραφείου, διὰ τὴν 1958 ἐνεκρίθησαν αἱ κάτωθι πιστώσεις διὰ τὴν χορήγησιν μεσοπροθέσμων δανείων εἰς τοὺς ἀγρότας: 1) δρ. 1.100.000 διὰ ἀγορὰν ζώων ὑποστυλώσεως, 2) δρ. 150.000 διὰ ἐγκατάστασιν ἀρδευτικῶν ἔργων καὶ 3) δρ. 400.000 διὰ φυτείαν νέων ἐλαιώνων.: [974, 1557, 1146, 1765]
- article-ergatoypallilon: [31, 1297, 208, 1622]
- headline: ΑΓΓΛΙΚΟΝ ΠΟΛΕΜΙΚΟΝ ΕΧΑΙΡΕΤΙΣΕΝ ΤΟΝ ΤΟΥΡΚΟΝ ΠΡΟΕΔΡΟΝ ΕΠΙΣΤΡΕΦΟΝΤΑ ΕΚ ΛΙΒΥΗΣ: [37, 505, 398, 600]
- article-body: ΛΟΝΔΙΝΟΝ 11.— Ὁ Ἀμερικανὸς Ὑπουργὸς τῶν Ἐξωτερικῶν κ. Ντάλλες ἐδήλωσεν κατὰ τὴν συνέντευξίν του πρὸς τοὺς ἀντιπροσώπους τοῦ Τύπου, ὅτι αἱ Ἡνωμέναι Πολιτεῖαι δὲν ἐπιμένουν εἰς μίαν συνάντησιν τῶν Ὑπουργῶν τῶν Ἐξωτερικῶν. Κατὰ τὸν κ. Ντάλλες, θὰ ἦτο δυνατὸν νὰ προπαρασκευασθῇ τὸ ἔδαφος πρὸ μιᾶς διασκέψεως ἐπὶ ὑψηλοῦ ἐπιπέδου διὰ τῆς ὁδοῦ τοῦ ἀφοπλισμοῦ.: [1163, 958, 1547, 1064]
- subhead: ΕΥΧΑΡΙΣΤΙΑΙ ΤΟΥ ΤΣΕΛΑΛ ΜΠΑΓΙΑΡ: [184, 602, 403, 616]
- paper-name: «ΠΑΤΡΙΣ»: [710, 10, 873, 41]
- article-body: ΑΘΗΝΑΙ 11.— Τὸ Βρεττανικὸν Ὑπουργεῖον Μεταφορῶν ἀνεκοίνωσε χθὲς ὅτι ἀπενέμοντο μετάλλια «γενικῶν ὑπηρεσιῶν» εἰς ἄνδρας τοῦ Ἐμπορικοῦ Ναυτικοῦ καὶ τοῦ Ἀλιευτικοῦ Ναυτικοῦ διὰ τὰς ὑπηρεσίας των κατὰ τὸ διάστημα τῶν ἐπεισοδίων τοῦ Σουέζ. Τὰ μετάλλια χορηγοῦνται εἰς τοὺς ἄνδρας οἱ ὁποῖοι ὑπηρέτησαν εἰς τὰς θαλάσσας τῆς Κύπρου καὶ εἰς τὰ πλοῖα τὰ ὁποῖα μετέφερον στρατεύματα. Τὸ μετάλλιον ἀπονέμεται εἰς ὅσους ὑπηρέτησαν ἐπὶ 30 ἡμέρας τουλάχιστον εἰς τὴν περιοχὴν τοῦ Πολεμικοῦ Ναυτικοῦ τὸ ὁποῖον ἐδρασεν εἰς τὰς ἀκτὰς τῆς Αἰγύπτου.: [791, 1878, 964, 2206]
- article-metallia: [791, 1789, 1146, 2305]
- article-body: ΝΕΑ ΥΟΡΚΗ 11.— Ὁ πρεσβευτὴς τῆς Ἡνωμένης Πολιτείας εἰς τὴν Μόσχαν κ. Λέβελιν Θόμψον ἀνεχώρησε χθὲς ὑποβάλλων τὴν ἐπιστολὴν τοῦ Προέδρου Ἀϊζενχάουερ πρὸς τὸν Σοβιετικὸν Πρωθυπουργὸν κ. Βουλγκάνιν. Κατὰ τὴν ἐπιστολὴν ὁ κ. Ἀϊζενχάουερ δὲν ἀπέρριψε τὴν ἰδέαν τῆς διασκέψεως ἀλλὰ τόνισε ὅτι αὕτη πρέπει νὰ προετοιμασθῇ καταλλήλως. Κατὰ τοὺς κύκλους τοῦ Στέιτ Ντηπάρτμεντ, τὸ ἑπόμενον βῆμα ἀνήκει εἰς τοὺς Ρώσους, οἱ ὁποῖοι θὰ πρέπει νὰ δεχθοῦν τὴν ἀμερικανικὴν πρότασιν περὶ συγκλήσεως διασκέψεως τῶν Ὑπουργῶν τῶν Ἐξωτερικῶν.: [791, 1298, 1146, 1481]
- article-kinezos: [1163, 554, 1547, 830]
- headline: ΕΝ ΤΩ ΜΕΤΑΞΥ ΗΡΧΙΣΑΝ ΣΥΝΟΜΙΛΙΑΙ ΕΙΣ ΤΑΣ ΑΘΗΝΑΣ: [473, 206, 1093, 231]
- masthead: [31, 7, 1546, 52]
- article-body: ΑΘΗΝΑΙ 11.— Ὁ Ἀντιπρόεδρος τῆς Ἰταλικῆς Κυβερνήσεως καὶ Ὑπουργὸς τῶν Ἐξωτερικῶν κ. Πέλλα, διεκήρυξε ὅτι ἡ ἐξωτερικὴ πολιτικὴ τῆς Ἰταλίας ἀνεφέρθη καὶ εἰς τὴν Μέσην Ἀνατολήν, ὅτι τὸ πρόγραμμα τῆς ἐνισχύσεως τῶν σχέσεων μὲ τὸν Ἀραβικὸν κόσμον. Ἡ Ἰταλικὴ Κυβέρνησις θὰ βοηθήσῃ τὴν οἰκονομικὴν ἀνάπτυξιν τῶν Ἀραβικῶν κρατῶν καὶ ἐξέφρασε τὴν ἐλπίδα ὅτι αἱ χῶραι αὗται θὰ ἀποκτήσουν μεγαλυτέραν ἀσφάλειαν καὶ σταθερότητα.: [1163, 1520, 1547, 1642]
- headline: ΤΟ ΕΠΟΜΕΝΟΝ ΒΗΜΑ ΕΙΣ ΤΗΝ ΔΙΑΣΚΕΨΙΝ ΤΩΝ ΜΕΓΑΛΩΝ ΑΝΗΚΕΙ ΕΙΣ ΤΗΝ ΡΩΣΙΑΝ: [802, 1220, 1135, 1279]
- page-binding-edge: [1554, 0, 1568, 2352]
- article-tynisia: [1163, 63, 1547, 537]
- article-megalai-ektaseis: [420, 1484, 584, 1738]
- headline: ΤΑ ΖΗΤΗΜΑΤΑ ΤΩΝ ΕΡΓΑΤΟΥΠΑΛΛΗΛΩΝ: [31, 1298, 208, 1334]
- divider: [1163, 1073, 1547, 1075]
- article-proedros-indion: [31, 899, 403, 1283]
- divider: [31, 1637, 403, 1639]
- article-epomeno-vima: [791, 1221, 1146, 1482]
- article-marokou: [1163, 1227, 1547, 1435]
- article-body: Ἡ Δημοτικὴ Ἐπιτροπὴ Ἑορτῶν ὀργανώνει καὶ κατὰ τὸ ἐφετινὸν ἀποκριάτικον διήμερον ἐπίσημον χορὸν τὸ Σάββατον εἰς τὴν αἴθουσαν τοῦ Δημοτικοῦ Κήπου. Αἱ προσκλήσεις διατίθενται ἀπὸ τοῦ Δημαρχείου. Θὰ παίξῃ ἐκλεκτὴ ὀρχήστρα καὶ θὰ παρατεθῇ πλουσιώτατος μπουφές. Ὁ χορὸς θὰ διαρκέσῃ μέχρι πρωΐας καὶ θὰ γίνῃ διανομὴ δώρων καὶ ἀναμνηστικῶν εἰς τὰς κυρίας. ΜΑΝΟΣ ΧΑΡΗΣ: [594, 1508, 776, 1731]
- article-body: Ἐκ τοῦ Ε.Κ.Η. ἀνεκοινώθη ἡ ἀκόλουθος: «Ἡ Διοίκησις τοῦ Ἐργατικοῦ Κέντρου Ἡρακλείου διὰ τὰ ζητήματα τῶν ἐργατοϋπαλλήλων ἐπεσκέφθη τὸν Ἐπιθεωρητὴν Ἐργασίας Κρήτης καὶ ἐζήτησε τὴν ἐφαρμογὴν τῶν ἀποφάσεων τῆς Γενικῆς Συνομοσπονδίας. Ὁ Ἐπιθεωρητὴς ὑπεσχέθη νὰ μεταβιβάσῃ τὰ ζητήματα εἰς τὸ Ὑπουργεῖον Ἐργασίας. Ἐπίσης ἐζητήθη ἡ ἐφαρμογὴ τῶν ἐπιδομάτων 400—450.000 εἰς ὅλους τοὺς ἐργατοϋπαλλήλους καὶ διαιροῦν ἄλλα ζητήματα ἀφορῶντα τοὺς ἐργοδότας Ἡρακλείου.: [31, 1338, 208, 1621]
- article-idrysis-viomichanias: [974, 1881, 1146, 2105]
- choroi-stack: [594, 1481, 776, 2048]
- article-ameriki: [1163, 847, 1547, 1066]
- headline: ΜΕΤΕΤΕΘΗ ΥΠΑΣΤΙΣΤΗΣ ΧΧΗΣ: [430, 1750, 574, 1783]
- divider: [974, 2112, 1146, 2113]
- article-body: ΑΘΗΝΑΙ 11.— Ὡς μετεδόθη ὑπὸ τοῦ Κομμουνιστικοῦ Πρακτορείου εἰδήσεων «Νέα Κίνα» ὁ πρωθυπουργὸς κ. Τσοὺ Ἐν Λάϊ ἀπεχώρησε ἀπὸ τὸ Ὑπουργεῖον τῶν Ἐξωτερικῶν, τὸ ὁποῖον μέχρι σήμερον διηύθυνεν ὁ ἴδιος. Κάτοχος τῆς θέσεως αὐτῆς ὠνομάσθη ὁ Στρατάρχης κ. Τσὲν Ὑῒ, Ὑπουργὸς τῶν Ἐξωτερικῶν καὶ ἀντιπρόεδρος τῆς Κυβερνήσεως κ. Τὲν Λή. Ἐπίσης συνεχίσθησαν καὶ ἄλλαι μεταβολαὶ εἰς τὴν Κυβέρνησιν μὲ ἀπόφασιν τῆς Ἐθνικῆς Λαϊκῆς Συνελεύσεως καὶ εἰς ὅλας τὰς ἐθιμικὰς ὁ Πρωθυπουργός.: [1163, 692, 1547, 829]
- column-right: [1163, 60, 1547, 2338]
- headline: Ο ΔΙΑΔΟΧΟΣ ΤΟΥ ΜΑΡΟΚΟΥ ΑΝΕΚΛΗΘΗ ΕΠΕΙΓΟΝΤΩΣ ΕΚ ΠΑΡΙΣΙΩΝ ΟΠΟΥ ΕΥΡΙΣΚΕΤΟ: [1204, 1225, 1505, 1291]
- article-body: Ὁ μέχρι τοῦδε Ὑπαστιστὴς τῆς 1ης Διοικήσεως Χωροφυλακῆς Ὑπομοίραρχος κ. Μιχ. Κουνελάκης μετετέθη εἰς τὴν Ἀνωτέραν Διοίκησιν Χωροφυλακῆς Δωδεκανήσου (Ρόδου). Εἰς ἀντικατάστασίν του δὲ μετετέθη ὁ Ὑπομοίραρχος κ. Κων. Λεβέντης.: [420, 1787, 584, 1950]
- headline: ΧΟΡΟΙ! ΧΟΡΟΙ!: [610, 1482, 760, 1504]
- subhead: ΕΝΤΟΝΟΝ ΕΡΥΘΡΟΝ ΦΩΣ ΧΑΡΑΚΤΗΡΙΖΕΙ ΤΟ ΣΕΛΑΣ: [458, 1281, 738, 1293]
- article-neo-oplo: [1363, 1657, 1547, 1913]
- headline: Η ΕΜΦΑΝΙΣΙΣ ΤΟΥ ΒΟΡΕΙΟΥ ΣΕΛΑΟΣ ΠΡΟΚΑΛΕΙ ΑΝΩΜΑΛΙΑΣ ΕΙΣ ΤΑΣ ΡΑΔΙΟΦΩΝΙΚΑΣ ΕΚΠΟΜΠΑΣ: [425, 1220, 771, 1279]
- divider: [420, 1475, 776, 1476]
- headline: ΝΕΟΝ ΑΜΕΡΙΚΑΝΙΚΟΝ ΟΠΛΟΝ ΚΑΤΑ ΥΠΟΒΡΥΧΙΩΝ: [1377, 1655, 1533, 1701]
- headline: ΕΚΟΙΝΟΠΟΙΗΘΗ ΔΙΑΤΑΓΗ ΠΡΟΣΚΛΗΣΕΩΣ ΤΗΣ 4ΗΣ ΕΣΣΟ: [792, 1498, 962, 1540]
- headline: Η ΤΥΝΗΣΙΑ ΕΛΑΒΕ ΣΕΙΡΑΝ ΜΕΤΡΩΝ ΚΑΤΑ ΤΗΣ ΓΑΛΛΙΑΣ ΩΣ ΑΝΤΙΠΟΙΝΑ ΔΙ' ΕΠΙΘΕΣΙΝ ΕΝΑΝΤΙΟΝ ΤΟΥ ΧΩΡΙΟΥ ΣΑΚΙΕΤ: [1169, 61, 1541, 242]
